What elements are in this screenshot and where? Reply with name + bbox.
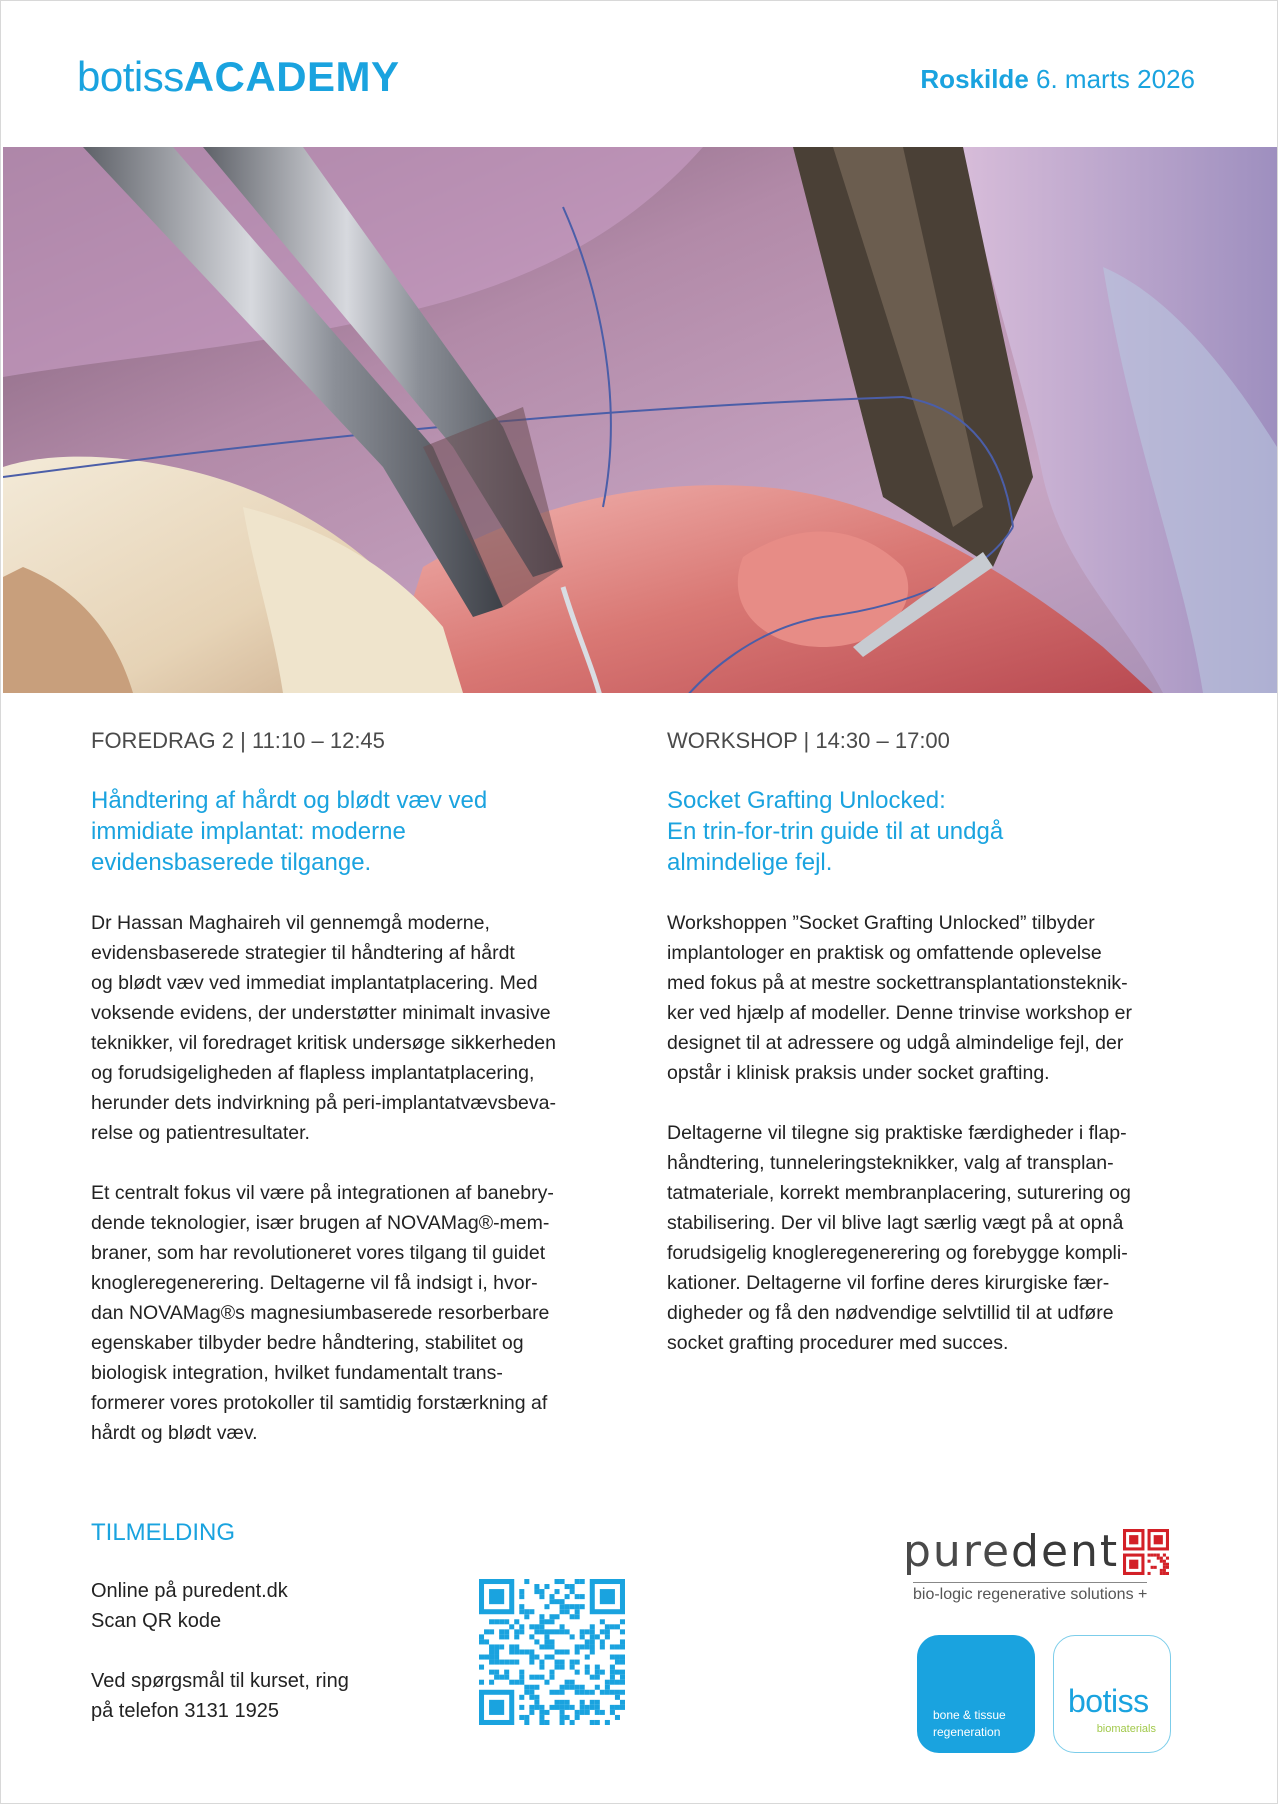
text-line: og forudsigeligheden af flapless implantatplacering, [91,1062,535,1084]
text-line: digheder og få den nødvendige selvtillid til at udføre [667,1302,1114,1324]
workshop-paragraph-2 [667,1118,1207,1358]
text-line: egenskaber tilbyder bedre håndtering, stabilitet og [91,1332,524,1354]
lecture-paragraph-2 [91,1178,613,1448]
hero-illustration [3,147,1277,693]
lecture-session: FOREDRAG 2 | 11:10 – 12:45 [91,728,385,753]
workshop-title [667,785,1207,878]
text-line: designet til at adressere og udgå almindelige fejl, der [667,1032,1124,1054]
puredent-logo-bold: dent [1011,1526,1120,1577]
text-line: voksende evidens, der understøtter minimalt invasive [91,1002,551,1024]
text-line: biologisk integration, hvilket fundamentalt trans- [91,1362,503,1384]
workshop-session: WORKSHOP | 14:30 – 17:00 [667,728,950,753]
text-line: teknikker, vil foredraget kritisk undersøge sikkerheden [91,1032,556,1054]
text-line: dende teknologier, især brugen af NOVAMag®-mem- [91,1212,550,1234]
bone-tissue-regeneration-badge [917,1635,1035,1753]
badge-line: bone & tissue [933,1708,1006,1722]
text-line: Workshoppen ”Socket Grafting Unlocked” tilbyder [667,912,1095,934]
workshop-column [667,727,1207,1388]
botiss-biomaterials-logo [1053,1635,1171,1753]
text-line: med fokus på at mestre sockettransplantationsteknik- [667,972,1128,994]
signup-questions-line: Ved spørgsmål til kurset, ring [91,1670,349,1692]
lecture-title-line: immidiate implantat: moderne [91,818,406,845]
puredent-logo-mark [1123,1529,1169,1575]
text-line: formerer vores protokoller til samtidig forstærkning af [91,1392,548,1414]
puredent-logo-light: pure [903,1526,1012,1577]
text-line: ker ved hjælp af modeller. Denne trinvise workshop er [667,1002,1132,1024]
event-day: 6. marts 2026 [1036,64,1195,94]
text-line: knogleregenerering. Deltagerne vil få indsigt i, hvor- [91,1272,538,1294]
text-line: tatmateriale, korrekt membranplacering, suturering og [667,1182,1131,1204]
event-date [920,63,1195,95]
puredent-tagline: bio-logic regenerative solutions + [913,1582,1147,1605]
text-line: Deltagerne vil tilegne sig praktiske færdigheder i flap- [667,1122,1127,1144]
text-line: forudsigelig knogleregenerering og forebygge kompli- [667,1242,1128,1264]
text-line: socket grafting procedurer med succes. [667,1332,1009,1354]
hero-surgery-photo [3,147,1277,693]
text-line: Dr Hassan Maghaireh vil gennemgå moderne, [91,912,490,934]
puredent-qr-icon [1123,1529,1169,1575]
brand-light: botiss [77,53,184,100]
signup-online-link[interactable]: Online på puredent.dk [91,1580,288,1602]
signup-heading: TILMELDING [91,1519,236,1546]
text-line: evidensbaserede strategier til håndtering af hårdt [91,942,515,964]
workshop-paragraph-1 [667,908,1207,1088]
lecture-title-line: Håndtering af hårdt og blødt væv ved [91,787,488,814]
signup-phone-line: på telefon 3131 1925 [91,1700,279,1722]
text-line: herunder dets indvirkning på peri-implantatvævsbeva- [91,1092,556,1114]
lecture-paragraph-1 [91,908,613,1148]
badge-text [933,1707,1006,1741]
qr-code-graphic [479,1579,625,1725]
lecture-title-line: evidensbaserede tilgange. [91,849,372,876]
workshop-title-line: En trin-for-trin guide til at undgå [667,818,1004,845]
botiss-logo-text: botiss [1068,1683,1149,1719]
text-line: dan NOVAMag®s magnesiumbaserede resorberbare [91,1302,550,1324]
botiss-academy-logo [77,53,400,101]
text-line: håndtering, tunneleringsteknikker, valg af transplan- [667,1152,1114,1174]
text-line: kationer. Deltagerne vil forfine deres kirurgiske fær- [667,1272,1110,1294]
puredent-logo [903,1527,1119,1577]
text-line: og blødt væv ved immediat implantatplacering. Med [91,972,538,994]
text-line: Et centralt fokus vil være på integrationen af banebry- [91,1182,554,1204]
workshop-title-line: Socket Grafting Unlocked: [667,787,946,814]
text-line: braner, som har revolutioneret vores tilgang til guidet [91,1242,546,1264]
event-city: Roskilde [920,64,1029,94]
signup-scan-text: Scan QR kode [91,1610,222,1632]
text-line: stabilisering. Der vil blive lagt særlig vægt på at opnå [667,1212,1124,1234]
badge-line: regeneration [933,1725,1001,1739]
lecture-column [91,727,613,1478]
signup-qr-code[interactable] [479,1579,625,1725]
text-line: implantologer en praktisk og omfattende oplevelse [667,942,1102,964]
text-line: opstår i klinisk praksis under socket grafting. [667,1062,1050,1084]
workshop-title-line: almindelige fejl. [667,849,833,876]
lecture-title [91,785,613,878]
text-line: hårdt og blødt væv. [91,1422,258,1444]
brand-bold: ACADEMY [183,53,400,100]
botiss-logo-subtext: biomaterials [1096,1723,1156,1735]
text-line: relse og patientresultater. [91,1122,310,1144]
